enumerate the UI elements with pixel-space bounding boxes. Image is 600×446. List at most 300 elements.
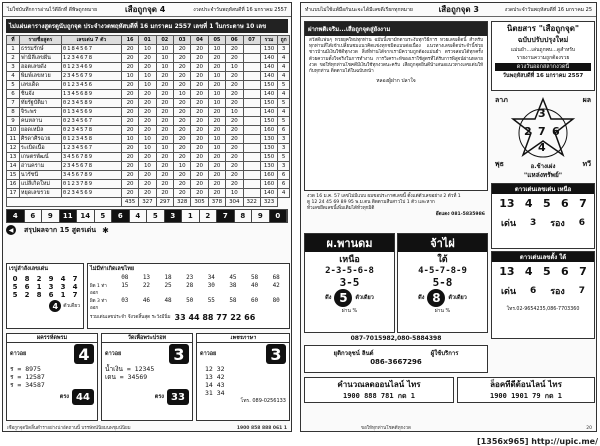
right-page-date: งวดประจำวันพฤหัสบดีที่ 16 มกราคม 25 — [504, 6, 592, 13]
score-cell — [243, 153, 260, 162]
star-cell: 13 — [499, 265, 515, 278]
star-cell: 7 — [579, 197, 587, 210]
total-cell: 328 — [174, 198, 191, 207]
row-hit: 4 — [278, 90, 290, 99]
lucky-digit: 6 — [24, 283, 30, 291]
formula-name: อ่านคราม — [19, 162, 61, 171]
pick-box-3-phone: โทร. 089-0256133 — [240, 398, 286, 404]
score-cell: 20 — [139, 99, 156, 108]
digit-grid-cell: 38 — [229, 282, 237, 289]
formula-digits: 0134569 — [61, 108, 121, 117]
upper-star-title: ดาวเด่นเลขเด่น เหนือ — [492, 184, 594, 194]
row-hit: 6 — [278, 126, 290, 135]
row-hit: 3 — [278, 162, 290, 171]
pick-box-2-code: ดาวอย — [105, 351, 122, 357]
lucky-digits-grid — [7, 274, 83, 300]
astro-label-4: ทวี — [582, 160, 591, 168]
right-footer: ขอให้ทุกท่านโชคดีทุกงวด — [361, 426, 411, 431]
score-cell: 10 — [174, 90, 191, 99]
score-cell: 20 — [191, 63, 208, 72]
star-row — [492, 262, 594, 281]
pick-line: 14 43 — [205, 381, 225, 389]
score-cell: 20 — [226, 54, 243, 63]
score-cell — [243, 54, 260, 63]
phone-strip: 087-7015982,080-5884398 — [350, 335, 442, 342]
formula-digits: 0123458 — [61, 135, 121, 144]
strip-digit: 8 — [235, 210, 253, 222]
score-cell — [243, 189, 260, 198]
score-cell: 10 — [226, 189, 243, 198]
formula-digits: 0234578 — [61, 126, 121, 135]
summary-text: สรุปผลจาก 15 สูตรเด่น — [24, 225, 97, 234]
formula-digits: 1345689 — [61, 90, 121, 99]
digit-grid-cell: 46 — [142, 297, 151, 304]
digit-grid-cell: 68 — [272, 274, 280, 281]
footer-ad-right-number: 1900 1901 79 กด 1 — [490, 392, 562, 400]
row-hit: 4 — [278, 72, 290, 81]
table-row — [7, 153, 290, 162]
formula-digits: 3456789 — [61, 153, 121, 162]
score-cell: 20 — [139, 180, 156, 189]
table-row — [7, 81, 290, 90]
astro-digit-bottom: 4 — [538, 141, 546, 154]
strip-digit: 14 — [77, 210, 95, 222]
pick-box-2-pair-label: ตรง — [154, 394, 164, 400]
pick-box-3-title: เพชรภาษา — [197, 334, 289, 343]
upper-star-rows — [492, 194, 594, 233]
pick-box-2-pair: 33 — [167, 389, 189, 405]
row-number: 14 — [7, 162, 20, 171]
score-cell: 20 — [208, 54, 225, 63]
pick-line: ร = 12587 — [10, 373, 45, 381]
formula-name: ฮอตเลขดัง — [19, 63, 61, 72]
score-cell: 20 — [156, 135, 173, 144]
score-cell: 20 — [139, 189, 156, 198]
score-cell: 20 — [121, 99, 138, 108]
prediction-1-region: เหนือ — [339, 255, 360, 265]
score-cell: 20 — [121, 45, 138, 54]
pick-box-2 — [101, 333, 193, 421]
total-cell: 297 — [156, 198, 173, 207]
score-cell: 20 — [191, 135, 208, 144]
footer-ad-left — [304, 377, 454, 403]
formula-name: ระเบิดเนื้อ — [19, 144, 61, 153]
table-header-cell: ถูก — [278, 36, 290, 45]
total-cell: 304 — [226, 198, 243, 207]
row-hit: 5 — [278, 81, 290, 90]
left-footer: เซือกูกจุดปิดลิ้นตำราอย่างน่าอัตถานนี้ บรรษัทน์นิยมนพชุมน์นิยม — [7, 426, 131, 431]
score-cell: 20 — [121, 117, 138, 126]
formula-digits: 0234589 — [61, 99, 121, 108]
score-cell: 20 — [139, 108, 156, 117]
score-cell: 10 — [208, 90, 225, 99]
row-number: 11 — [7, 135, 20, 144]
footer-ad-left-number: 1900 888 781 กด 1 — [343, 392, 415, 400]
score-cell: 20 — [226, 171, 243, 180]
lucky-digit: 9 — [48, 275, 54, 283]
score-cell: 10 — [121, 135, 138, 144]
score-cell: 20 — [208, 81, 225, 90]
score-cell: 10 — [174, 162, 191, 171]
contact-phone: 086-3667296 — [370, 358, 422, 366]
star-row — [492, 213, 594, 233]
strip-digit: 1 — [182, 210, 200, 222]
score-cell: 20 — [156, 72, 173, 81]
score-cell: 20 — [208, 189, 225, 198]
row-hit: 3 — [278, 45, 290, 54]
row-hit: 6 — [278, 171, 290, 180]
star-cell: เด่น — [500, 219, 517, 229]
digit-grid-cell: 25 — [164, 282, 172, 289]
score-cell: 20 — [156, 126, 173, 135]
table-header-cell: 04 — [191, 36, 208, 45]
table-header-cell: 03 — [174, 36, 191, 45]
astro-digit-left: 2 — [524, 125, 532, 138]
score-cell — [243, 99, 260, 108]
score-cell: 20 — [226, 144, 243, 153]
formula-name: หยุดเลขรวย — [19, 189, 61, 198]
score-cell — [243, 72, 260, 81]
score-cell: 20 — [208, 126, 225, 135]
score-cell: 20 — [226, 117, 243, 126]
star-cell: รอง — [550, 287, 565, 297]
table-row — [7, 162, 290, 171]
row-sum: 150 — [260, 99, 277, 108]
left-footer-phone: 1900 858 888 061 1 — [236, 426, 287, 431]
score-cell — [243, 171, 260, 180]
masthead-subtitle: ฉบับปรับปรุงใหม่ — [517, 36, 569, 44]
pick-box-3-code: ดาวอย — [200, 351, 217, 357]
score-cell: 20 — [139, 126, 156, 135]
formula-name: เลขเด็ด — [19, 81, 61, 90]
prediction-1-label: ดึง — [325, 295, 332, 301]
digit-grid — [88, 274, 289, 311]
row-number: 12 — [7, 144, 20, 153]
score-cell: 10 — [156, 45, 173, 54]
contact-name: ยุติกวลุชน์ ลินด์ — [333, 350, 374, 357]
row-number: 7 — [7, 99, 20, 108]
star-cell: 6 — [561, 265, 569, 278]
total-cell: 327 — [139, 198, 156, 207]
score-cell: 20 — [226, 45, 243, 54]
score-cell: 10 — [139, 144, 156, 153]
digit-grid-cell: 42 — [272, 282, 280, 289]
star-cell: 6 — [561, 197, 569, 210]
score-cell: 20 — [174, 45, 191, 54]
lucky-digit: 8 — [36, 291, 42, 299]
strip-digit: 7 — [217, 210, 235, 222]
score-cell: 20 — [226, 90, 243, 99]
score-cell: 20 — [156, 162, 173, 171]
table-row — [7, 63, 290, 72]
formula-name: ชินจัง — [19, 90, 61, 99]
row-number: 1 — [7, 45, 20, 54]
row-number: 13 — [7, 153, 20, 162]
table-header-cell: ที่ — [7, 36, 20, 45]
score-cell: 20 — [174, 135, 191, 144]
score-cell: 20 — [121, 144, 138, 153]
score-cell: 20 — [174, 117, 191, 126]
sum-label: รวมเด่นเลขประจำ จีงวดสิ้นสุด ระวังมีนิ่ม — [90, 315, 171, 320]
table-header-cell: 01 — [139, 36, 156, 45]
note-block — [304, 193, 488, 231]
score-cell: 20 — [191, 126, 208, 135]
astro-label-1: ลาภ — [495, 96, 508, 104]
score-cell: 20 — [191, 180, 208, 189]
single-digit-label: ตัวเดียว — [63, 303, 80, 309]
score-cell: 20 — [156, 108, 173, 117]
score-cell: 10 — [208, 135, 225, 144]
right-header-note: ทำแบบไม่ใช้แพ้มือกันนะจะได้มีเลขดีเรียกทุกหมาย — [305, 6, 413, 13]
pick-line: 31 34 — [205, 389, 225, 397]
score-cell — [243, 63, 260, 72]
score-cell: 20 — [121, 189, 138, 198]
lower-star-rows — [492, 262, 594, 301]
star-cell: 13 — [499, 197, 515, 210]
formula-digits: 1234567 — [61, 144, 121, 153]
score-cell: 20 — [191, 54, 208, 63]
masthead-title: นิตยสาร "เสือถูกจุด" — [506, 24, 580, 33]
prediction-box-2 — [397, 233, 488, 333]
lucky-digit: 4 — [60, 275, 66, 283]
score-cell: 20 — [121, 108, 138, 117]
score-cell: 20 — [174, 126, 191, 135]
table-row — [7, 72, 290, 81]
score-cell — [243, 126, 260, 135]
score-cell: 20 — [191, 45, 208, 54]
lucky-digit: 1 — [36, 283, 42, 291]
single-digit-circle: 4 — [49, 300, 61, 312]
table-row — [7, 108, 290, 117]
score-cell: 20 — [121, 90, 138, 99]
score-cell — [243, 162, 260, 171]
score-cell: 20 — [139, 63, 156, 72]
score-cell: 20 — [121, 153, 138, 162]
pick-line: 12 32 — [205, 365, 225, 373]
formula-digits: 0123456 — [61, 81, 121, 90]
score-cell: 10 — [156, 63, 173, 72]
score-cell: 20 — [156, 90, 173, 99]
table-row — [7, 144, 290, 153]
score-cell: 20 — [139, 54, 156, 63]
row-hit: 6 — [278, 180, 290, 189]
arrow-icon: ◀ — [6, 225, 16, 235]
formula-name: ธรรมรักษ์ — [19, 45, 61, 54]
strip-digit: 6 — [112, 210, 130, 222]
strip-digit: 5 — [95, 210, 113, 222]
row-sum: 150 — [260, 153, 277, 162]
pick-box-3 — [196, 333, 290, 421]
astro-digit-center: 7 — [538, 125, 546, 138]
score-cell: 20 — [174, 108, 191, 117]
left-page — [2, 2, 292, 432]
strip-digit: 9 — [252, 210, 270, 222]
row-sum: 130 — [260, 144, 277, 153]
digit-grid-box — [87, 263, 290, 329]
star-cell: 5 — [542, 197, 551, 210]
star-cell: 7 — [579, 265, 587, 278]
score-cell: 20 — [156, 153, 173, 162]
row-sum: 160 — [260, 171, 277, 180]
digit-grid-cell: 60 — [250, 297, 259, 304]
row-sum: 140 — [260, 108, 277, 117]
score-cell: 20 — [121, 126, 138, 135]
score-cell: 10 — [139, 45, 156, 54]
strip-digit: 3 — [165, 210, 183, 222]
row-sum: 140 — [260, 189, 277, 198]
lucky-digit: 3 — [60, 283, 66, 291]
prediction-box-1 — [304, 233, 395, 333]
strip-digit: 0 — [270, 210, 288, 222]
digit-grid-cell: 22 — [142, 282, 151, 289]
score-cell: 20 — [208, 63, 225, 72]
astro-label-3: พุธ — [495, 160, 504, 168]
star-cell: 4 — [524, 197, 533, 210]
score-cell: 20 — [174, 144, 191, 153]
strip-digit: 6 — [25, 210, 43, 222]
table-header-cell: 02 — [156, 36, 173, 45]
note-line-3: ทั่วเลขยึดเลขนี้เพิ่มเติมได้ทั่วทุกมิติ — [307, 206, 375, 211]
score-cell: 20 — [121, 171, 138, 180]
editorial-box — [304, 21, 488, 191]
table-header-cell: 16 — [121, 36, 138, 45]
star-cell: 6 — [529, 286, 537, 296]
table-row — [7, 90, 290, 99]
masthead-line-5: ดวงวันออกสลากงวดนี้ — [495, 63, 591, 71]
right-page — [300, 2, 597, 432]
star-cell: 7 — [578, 286, 586, 296]
score-cell — [243, 144, 260, 153]
row-sum: 140 — [260, 90, 277, 99]
table-row — [7, 126, 290, 135]
table-header-cell: 06 — [226, 36, 243, 45]
score-cell: 20 — [121, 81, 138, 90]
score-cell: 20 — [226, 72, 243, 81]
row-number: 4 — [7, 72, 20, 81]
row-hit: 4 — [278, 54, 290, 63]
left-header — [3, 3, 291, 17]
score-cell: 20 — [174, 99, 191, 108]
score-cell: 20 — [121, 162, 138, 171]
star-icon: ✱ — [102, 225, 109, 235]
digit-grid-cell: 18 — [164, 274, 172, 281]
score-cell: 20 — [174, 81, 191, 90]
totals-row — [7, 198, 290, 207]
score-cell: 20 — [226, 180, 243, 189]
formula-digits: 0123789 — [61, 180, 121, 189]
table-row — [7, 99, 290, 108]
contact-service: ผู้ใช้บริการ — [430, 350, 459, 357]
score-cell: 20 — [191, 189, 208, 198]
formula-digits: 2345678 — [61, 162, 121, 171]
score-cell — [243, 81, 260, 90]
score-cell: 20 — [156, 81, 173, 90]
score-cell: 20 — [208, 153, 225, 162]
score-cell: 20 — [226, 135, 243, 144]
astro-digit-right: 6 — [552, 125, 560, 138]
upper-star-box — [491, 183, 595, 249]
score-cell: 10 — [139, 162, 156, 171]
score-cell: 20 — [139, 171, 156, 180]
prediction-1-pair: 3-5 — [339, 276, 360, 289]
score-cell: 20 — [174, 180, 191, 189]
lucky-digit: 2 — [24, 291, 30, 299]
score-cell: 20 — [226, 126, 243, 135]
score-cell: 10 — [208, 144, 225, 153]
digit-strip — [6, 209, 288, 223]
row-sum: 150 — [260, 81, 277, 90]
star-cell: 6 — [578, 218, 586, 228]
lucky-digits-title: เรปูลำลังเลขเด่น — [9, 266, 49, 272]
prediction-1-circle: 5 — [334, 289, 352, 307]
left-header-note: ไม่ใช่บันทึกการอ่านไว้ดีอีกที่ ดีพิษถูกหมาย — [7, 6, 98, 13]
table-row — [7, 54, 290, 63]
formula-digits: 1234678 — [61, 54, 121, 63]
score-cell: 10 — [156, 144, 173, 153]
lucky-digit: 4 — [72, 283, 78, 291]
table-row — [7, 189, 290, 198]
pick-box-1-big: 4 — [74, 344, 94, 364]
astro-caption: อ.ช้างเผ่ง — [530, 163, 556, 170]
digit-grid-row-label: ผิด 3 ท่าออก — [90, 299, 107, 311]
astro-label-2: ผล — [582, 96, 591, 104]
digit-grid-cell: 48 — [164, 297, 172, 304]
digit-grid-title: ไม่มีท่าเกิดเลขไทย — [90, 266, 135, 272]
pick-box-1-lines — [7, 365, 97, 389]
score-cell: 10 — [208, 99, 225, 108]
table-header-cell: 07 — [243, 36, 260, 45]
lower-star-phone: โทร.02-9654235,086-7703360 — [506, 307, 580, 312]
score-cell: 20 — [191, 81, 208, 90]
lower-star-title: ดาวเด่นเลขตั้ง ใต้ — [492, 252, 594, 262]
editorial-text: สวัสดีแฟนๆ หวยยุคใหม่ทุกท่าน ฉบับนี้เขามักตามระงับทุกวิธีการ หวยเลขเด็ดนี้ สำหรับทุกท่านที่ได้เข้าเปลี่ยนชมแนวคิดแข่งทุกชมิดแบบต่อเนื่อง แนวทางเลขเด็ดประจำนี้ช่วยชาวบ้านมีเงินใช้ดีทุกงวด สิ่งที่ท่านได้จากเรามีความถูกต้องแม่นยำ ตรวจสอบได้ทุกครั้ง ด้วยความตั้งใจจริงในการทำงาน การวิเคราะห์ของเราใช้สูตรที่ได้รับการพิสูจน์ผ่านหลายงวด ขอให้ทุกท่านโชคดีมีเงินใช้ทุกงวดนะครับ เสือถูกจุดยินดีนำเสนอแนวทางเลขเด่นให้กับทุกท่าน ติดตามได้ในฉบับหน้า — [309, 38, 483, 75]
footer-ad-left-title: คำนวณลดออนไลน์ ไทร — [337, 380, 421, 389]
lucky-digit: 5 — [12, 291, 18, 299]
score-cell: 10 — [139, 135, 156, 144]
digit-grid-row-label: ผิด 1 ท่าออก — [90, 284, 107, 296]
table-header-cell: รวม — [260, 36, 277, 45]
score-cell: 20 — [226, 162, 243, 171]
score-cell: 20 — [139, 153, 156, 162]
score-cell: 10 — [226, 108, 243, 117]
formula-name: ยอดเหมิล — [19, 126, 61, 135]
score-cell — [243, 45, 260, 54]
pick-line: เดน = 34569 — [105, 373, 148, 381]
prediction-1-title: ผ.พานดม — [305, 234, 394, 252]
masthead-box — [491, 21, 595, 91]
star-cell: 5 — [542, 265, 551, 278]
score-cell — [243, 108, 260, 117]
score-cell: 20 — [156, 171, 173, 180]
formula-name: ทัยรัฐบัติมา — [19, 99, 61, 108]
astro-chart — [491, 93, 595, 181]
lucky-digit: 3 — [48, 283, 54, 291]
note-line-2: ดู 12 24 45 69 89 95 พ.ม.ดน ติดตามสืบสาวไป 1 ตัว และหาก — [307, 200, 435, 205]
contact-box — [304, 345, 488, 373]
row-hit: 4 — [278, 63, 290, 72]
score-cell: 20 — [156, 99, 173, 108]
astro-digit-top: 3 — [538, 107, 546, 120]
digit-grid-cell: 03 — [121, 297, 129, 304]
prediction-2-pair: 5-8 — [432, 276, 453, 289]
pick-box-3-big: 3 — [266, 344, 286, 364]
score-cell: 20 — [139, 90, 156, 99]
row-sum: 160 — [260, 180, 277, 189]
row-hit: 4 — [278, 108, 290, 117]
pick-line: 13 42 — [205, 373, 225, 381]
score-cell: 20 — [191, 72, 208, 81]
strip-digit: 9 — [42, 210, 60, 222]
